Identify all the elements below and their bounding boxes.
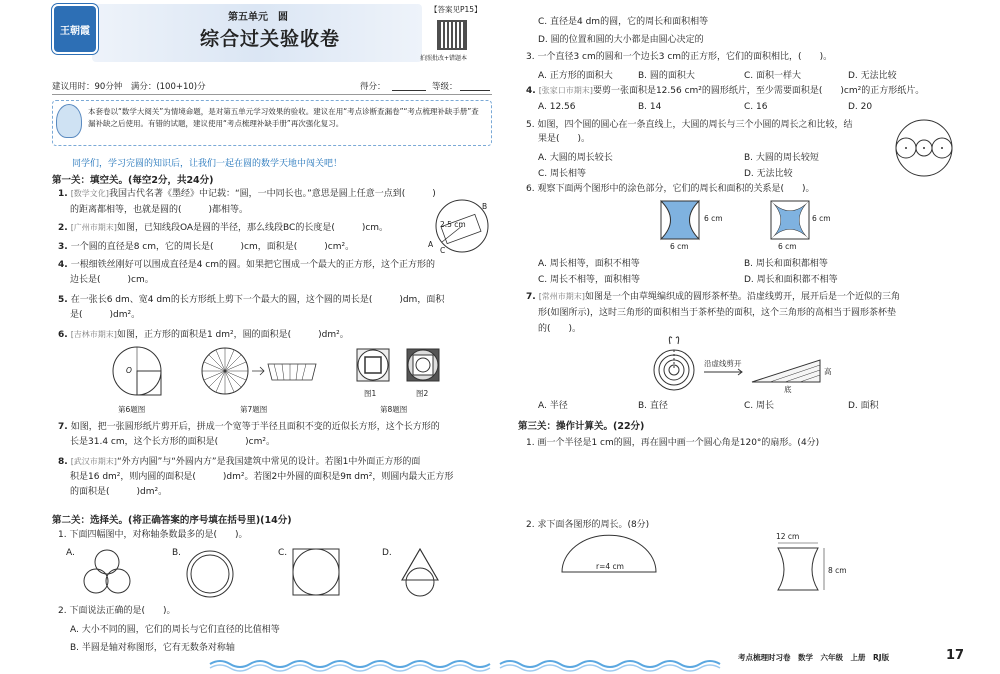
s2-q7-opt-c[interactable]: C. 周长 [744,401,775,411]
s2-q6-opt-c[interactable]: C. 周长不相等，面积相等 [538,275,641,285]
s2-q5: 5. 如图，四个圆的圆心在一条直线上，大圆的周长与三个小圆的周长之和比较，结 [526,120,853,130]
s2-q7-opt-b[interactable]: B. 直径 [638,401,668,411]
s2-q2-opt-a[interactable]: A. 大小不同的圆，它们的周长与它们直径的比值相等 [70,625,280,635]
three-circles-figure [82,548,132,596]
footer-wave [210,658,500,670]
q-text: 如图，正方形的面积是1 dm²，圆的面积是( )dm²。 [116,330,349,340]
s2-q2-opt-b[interactable]: B. 半圆是轴对称图形，它有无数条对称轴 [70,643,235,653]
s2-q1-opt-a[interactable]: A. [66,548,75,558]
qr-caption: 拍照批改+错题本 [420,55,468,62]
s2-q7-line2: 形(如图所示)，这时三角形的面积相当于茶杯垫的面积，这个三角形的高相当于圆形茶杯垫 [538,308,897,318]
grade-blank[interactable] [460,90,490,91]
q6-dim-right-2: 6 cm [812,214,831,223]
unit-label: 第五单元 圆 [228,12,288,23]
score-label: 得分： [360,82,386,92]
q-text: 要剪一张面积是12.56 cm²的圆形纸片，至少需要面积是( )cm²的正方形纸片。 [592,86,925,96]
intro-text: 本套卷以“数学大阅关”为情境命题，是对第五单元学习效果的验收。建议在用“考点诊断查漏卷”“考点梳理补缺手册”查漏补缺之后使用。有错的试题，建议使用“考点梳理补缺手册”再次强化复习。 [88,107,479,128]
q8-figure-2 [406,348,440,382]
s1-q6 [58,328,349,342]
caption-fig2: 图2 [416,389,429,398]
square-circle-figure [292,548,342,598]
cut-arrow [704,368,744,376]
q6-dim-bottom-2: 6 cm [778,242,797,251]
triangle-circle-figure [398,548,442,598]
qr-code[interactable] [437,20,467,50]
q-text: 一根细铁丝刚好可以围成直径是4 cm的圆。如果把它围成一个最大的正方形，这个正方形的 [70,260,435,270]
q-tag: [武汉市期末] [70,457,117,466]
s2-q3-opt-b[interactable]: B. 圆的面积大 [638,71,695,81]
s2-q6-opt-d[interactable]: D. 周长和面积都不相等 [744,275,838,285]
s2-q1-opt-d[interactable]: D. [382,548,392,558]
concave-shape-figure [770,540,830,596]
s1-q4 [58,258,435,272]
q-number: 4. [58,260,68,270]
q-number: 7. [58,422,68,432]
q-text: 一个圆的直径是8 cm，它的周长是( )cm，面积是( )cm²。 [70,242,355,252]
page-title: 综合过关验收卷 [200,28,341,50]
q-text: 我国古代名著《墨经》中记载：“圆，一中同长也。”意思是圆上任意一点到( ) [108,189,436,199]
s2-q1: 1. 下面四幅图中，对称轴条数最多的是( )。 [58,530,248,540]
height-label-shape: 8 cm [828,566,847,575]
q8-figure-1 [356,348,390,382]
s1-q5 [58,293,444,307]
q-tag: [吉林市期末] [70,330,117,339]
s3-q2: 2. 求下面各图形的周长。(8分) [526,520,650,530]
q-number: 8. [58,457,68,467]
s3-q1: 1. 画一个半径是1 cm的圆，再在圆中画一个圆心角是120°的扇形。(4分) [526,438,820,448]
q-text: “外方内圆”与“外圆内方”是我国建筑中常见的设计。若图1中外面正方形的面 [116,457,421,467]
divider [52,94,492,95]
s2-q2: 2. 下面说法正确的是( )。 [58,606,176,616]
s2-q5-opt-c[interactable]: C. 周长相等 [538,169,587,179]
s2-q3-opt-d[interactable]: D. 无法比较 [848,71,897,81]
s2-q4-opt-b[interactable]: B. 14 [638,102,662,112]
answer-ref: 【答案见P15】 [430,5,482,14]
caption-q6: 第6题图 [118,405,146,414]
page-number: 17 [946,648,965,663]
point-c: C [440,246,446,255]
s2-q3: 3. 一个直径3 cm的圆和一个边长3 cm的正方形，它们的面积相比，( )。 [526,52,833,62]
width-label: 12 cm [776,532,800,541]
coaster-figure [650,334,700,394]
s2-q3-opt-a[interactable]: A. 正方形的面积大 [538,71,613,81]
q-tag: [常州市期末] [538,292,585,301]
s2-q4-opt-d[interactable]: D. 20 [848,102,873,112]
q6-shape-2 [770,200,810,240]
s1-q3 [58,240,354,254]
time-info: 建议用时：90分钟 满分：(100+10)分 [52,82,206,92]
s2-q4-opt-a[interactable]: A. 12.56 [538,102,576,112]
s2-q4 [526,84,924,98]
s2-q5-line2: 果是( )。 [538,134,591,144]
footer-wave-right [500,658,730,670]
s1-q1-line2: 的距离都相等，也就是圆的( )都相等。 [70,205,249,215]
s2-q1-opt-c[interactable]: C. [278,548,288,558]
s1-q8 [58,455,420,469]
s1-q1 [58,187,478,201]
caption-fig1: 图1 [364,389,377,398]
s2-q6-opt-b[interactable]: B. 周长和面积都相等 [744,259,828,269]
q-number: 2. [58,223,68,233]
point-b: B [482,202,488,211]
s2-q6-opt-a[interactable]: A. 周长相等，面积不相等 [538,259,640,269]
height-label: 高 [824,367,832,376]
s2-q7-opt-d[interactable]: D. 面积 [848,401,879,411]
q6-shape-1 [660,200,700,240]
s2-q7 [526,290,900,304]
q5-circles-figure [894,118,954,178]
q6-figure [112,346,162,396]
q-tag: [数学文化] [70,189,109,198]
section1-title: 第一关：填空关。(每空2分，共24分) [52,175,214,186]
mascot-icon [56,104,82,138]
s2-q2-opt-c[interactable]: C. 直径是4 dm的圆，它的周长和面积相等 [538,17,709,27]
right-page [500,0,1000,674]
section3-title: 第三关：操作计算关。(22分) [518,421,645,432]
q-text: 如图，把一张圆形纸片剪开后，拼成一个宽等于半径且面积不变的近似长方形，这个长方形的 [70,422,440,432]
s2-q7-opt-a[interactable]: A. 半径 [538,401,568,411]
s2-q2-opt-d[interactable]: D. 圆的位置和圆的大小都是由圆心决定的 [538,35,704,45]
q-number: 6. [58,330,68,340]
point-a: A [428,240,434,249]
s2-q1-opt-b[interactable]: B. [172,548,182,558]
q7-figure [200,346,320,396]
q-tag: [张家口市期末] [538,86,593,95]
s1-q7 [58,420,440,434]
caption-q8: 第8题图 [380,405,408,414]
radius-label: 2.5 cm [440,220,466,229]
s2-q7-line3: 的( )。 [538,324,582,334]
s2-q5-opt-d[interactable]: D. 无法比较 [744,169,793,179]
q-text: 如图，已知线段OA是圆的半径，那么线段BC的长度是( )cm。 [116,223,389,233]
q-number: 4. [526,86,536,96]
q-number: 1. [58,189,68,199]
section2-title: 第二关：选择关。(将正确答案的序号填在括号里)(14分) [52,515,292,526]
s1-q7-line2: 长是31.4 cm，这个长方形的面积是( )cm²。 [70,437,275,447]
q-text: 如图是一个由草绳编织成的圆形茶杯垫。沿虚线剪开，展开后是一个近似的三角 [584,292,900,302]
caption-q7: 第7题图 [240,405,268,414]
concentric-circles-figure [186,550,236,600]
center-o: O [126,366,132,375]
base-label: 底 [784,385,792,394]
q-number: 7. [526,292,536,302]
s2-q5-opt-b[interactable]: B. 大圆的周长较短 [744,153,819,163]
q-number: 5. [58,295,68,305]
q6-dim-bottom-1: 6 cm [670,242,689,251]
q6-dim-right-1: 6 cm [704,214,723,223]
s2-q5-opt-a[interactable]: A. 大圆的周长较长 [538,153,613,163]
radius-label-semicircle: r=4 cm [596,562,624,571]
footer-series: 考点梳理时习卷 数学 六年级 上册 RJ版 [738,653,890,662]
s1-q2 [58,221,388,235]
grade-label: 等级： [432,82,458,92]
greeting: 同学们，学习完圆的知识后，让我们一起在圆的数学天地中闯关吧！ [72,159,343,169]
s1-q4-line2: 边长是( )cm。 [70,275,154,285]
logo [52,4,98,54]
q-text: 在一张长6 dm、宽4 dm的长方形纸上剪下一个最大的圆，这个圆的周长是( )dm，面积 [70,295,445,305]
score-blank[interactable] [392,90,426,91]
s2-q4-opt-c[interactable]: C. 16 [744,102,768,112]
s1-q5-line2: 是( )dm²。 [70,310,141,320]
cut-label: 沿虚线剪开 [704,359,742,368]
s1-q8-line3: 的面积是( )dm²。 [70,487,168,497]
s2-q3-opt-c[interactable]: C. 面积一样大 [744,71,802,81]
logo-text: 王朝霞 [60,26,90,37]
s2-q6: 6. 观察下面两个图形中的涂色部分，它们的周长和面积的关系是( )。 [526,184,815,194]
s1-q8-line2: 积是16 dm²，则内圆的面积是( )dm²。若图2中外圆的面积是9π dm²，则圆内最大正方形 [70,472,454,482]
q-tag: [广州市期末] [70,223,117,232]
q-number: 3. [58,242,68,252]
